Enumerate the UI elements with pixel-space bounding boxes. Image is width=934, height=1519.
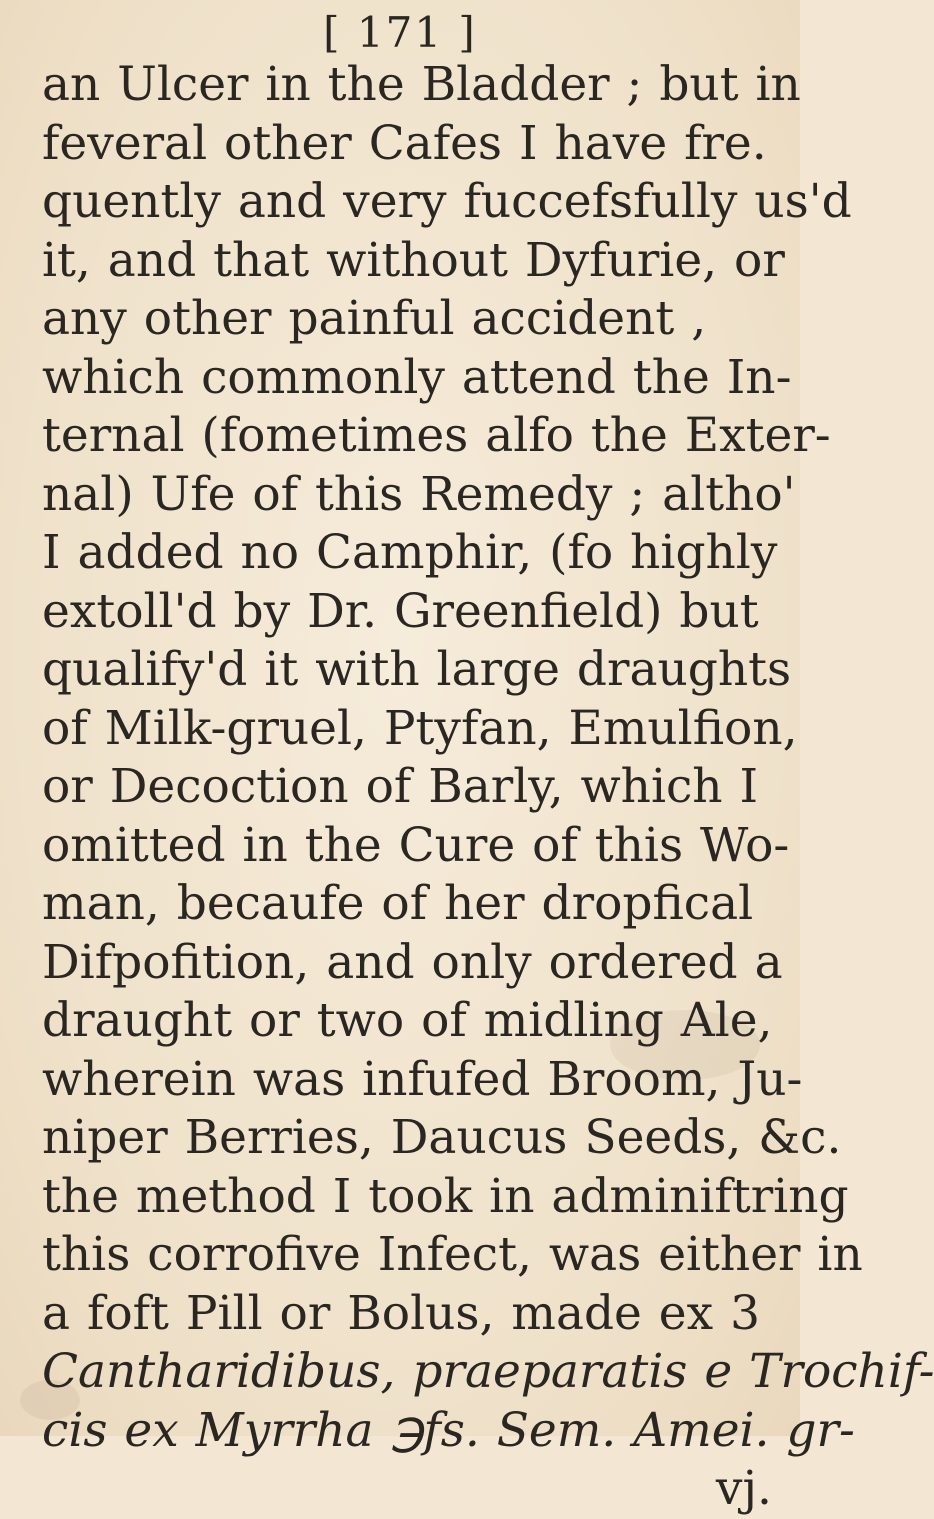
text-line: this corrofive Infect, was either in [42,1227,863,1282]
text-line: I added no Camphir, (fo highly [42,525,778,580]
text-line: the method I took in adminiftring [42,1168,849,1224]
text-line: an Ulcer in the Bladder ; but in [42,57,801,112]
text-line: extoll'd by Dr. Greenfield) but [42,583,759,639]
text-line: which commonly attend the In- [42,349,792,405]
page-number: [ 171 ] [323,8,477,57]
body-text [42,56,934,1519]
text-line: ternal (fometimes alfo the Exter- [42,408,831,463]
text-line: or Decoction of Barly, which I [42,759,759,814]
text-line: of Milk-gruel, Ptyfan, Emulfion, [42,700,798,756]
text-line: qualify'd it with large draughts [42,642,792,697]
text-line: draught or two of midling Ale, [42,993,773,1048]
text-line: a foft Pill or Bolus, made ex 3 [42,1285,760,1341]
text-line: man, becaufe of her dropfical [42,876,754,931]
text-line: niper Berries, Daucus Seeds, &c. [42,1110,842,1165]
text-line: cis ex Myrrha ℈fs. Sem. Amei. gr- [42,1402,855,1458]
text-line: vj. [715,1461,772,1516]
text-line: Difpofition, and only ordered a [42,934,783,990]
text-line: quently and very fuccefsfully us'd [42,174,852,229]
text-line: wherein was infufed Broom, Ju- [42,1051,803,1107]
text-line: any other painful accident , [42,291,707,346]
text-line: it, and that without Dyfurie, or [42,232,785,288]
text-line: feveral other Cafes I have fre. [42,115,767,171]
text-line: nal) Ufe of this Remedy ; altho' [42,466,796,522]
text-line: Cantharidibus, praeparatis e Trochif- [42,1344,934,1399]
text-line: omitted in the Cure of this Wo- [42,817,790,873]
